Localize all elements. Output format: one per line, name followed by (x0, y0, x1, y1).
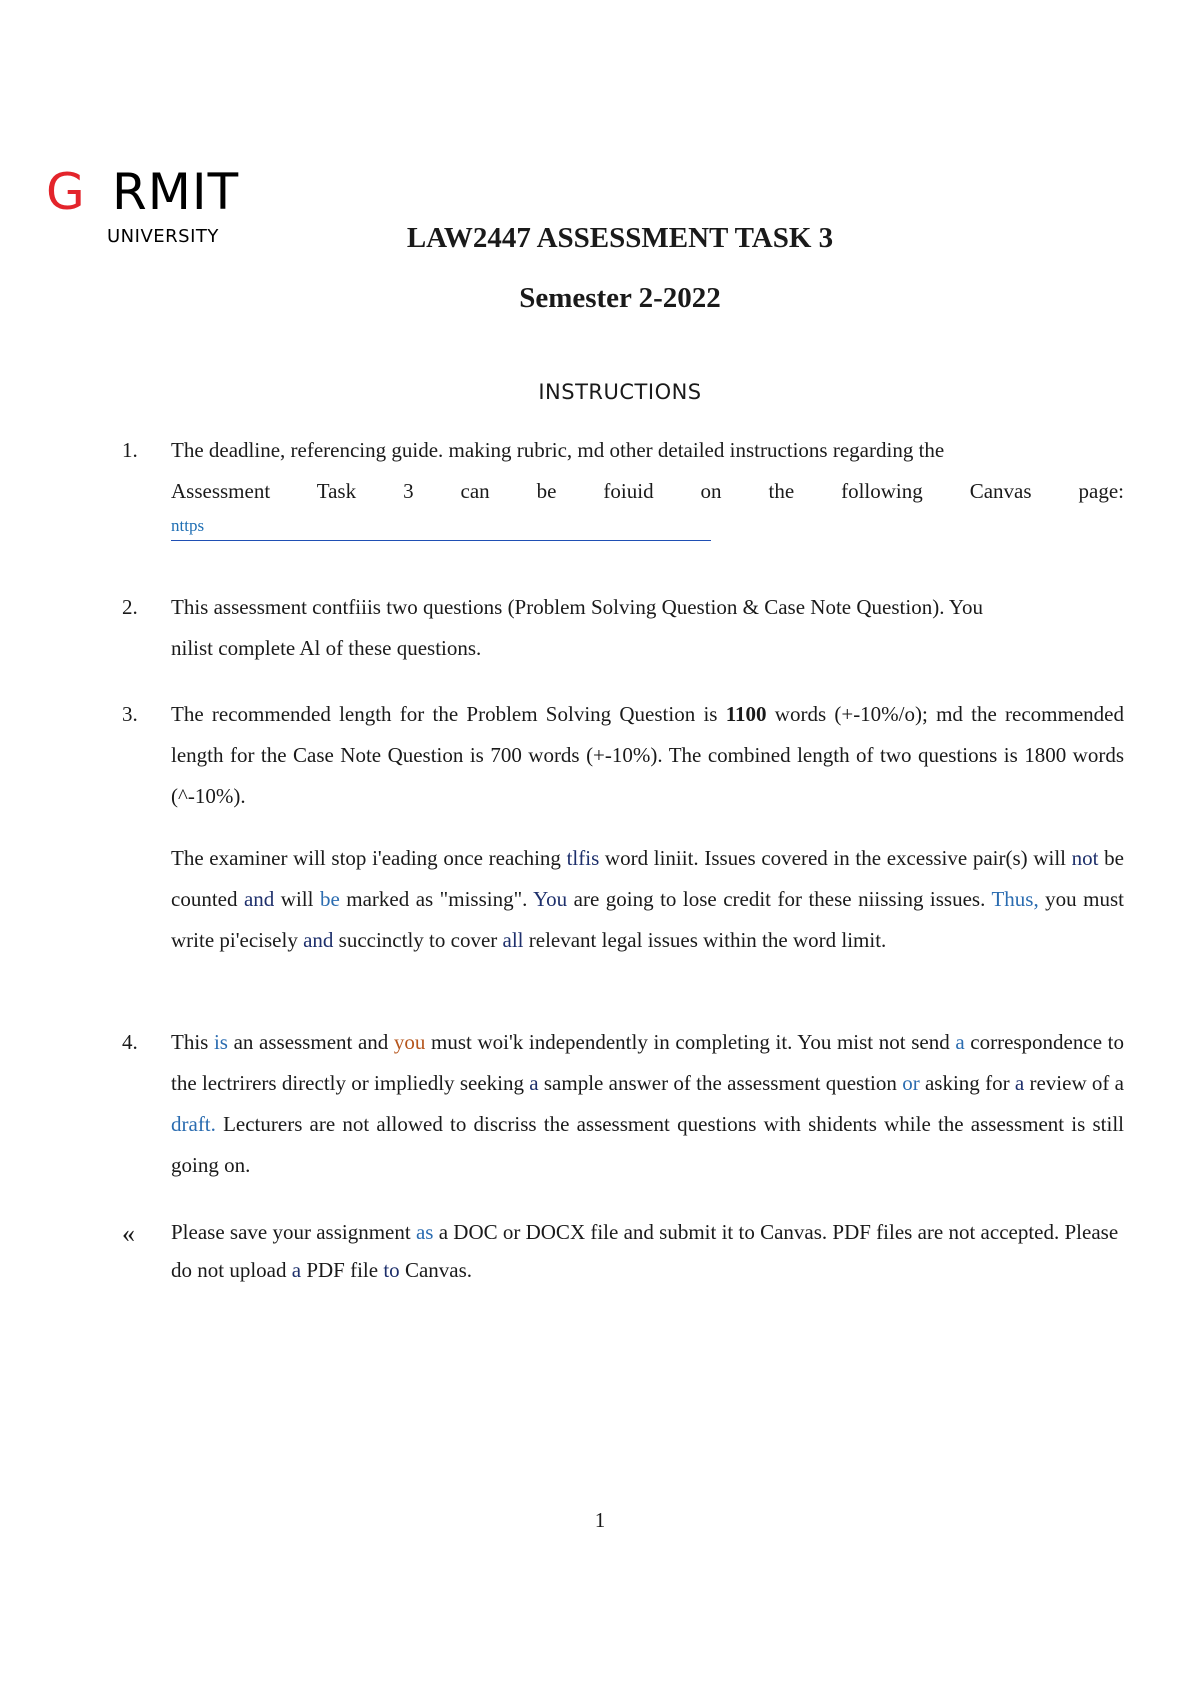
text-run: and (303, 928, 334, 952)
text-run: Lecturers are not allowed to discriss the assessment questions with shidents while the assessment is still going on. (171, 1112, 1124, 1177)
item-paragraph (171, 838, 1124, 961)
text-run: You (533, 887, 568, 911)
text-run: draft. (171, 1112, 216, 1136)
logo-subtitle: UNIVERSITY (107, 226, 219, 247)
item-number: 1. (122, 438, 138, 462)
text-run: word liniit. Issues covered in the excessive pair(s) will (599, 846, 1072, 870)
text-run: a (955, 1030, 965, 1054)
text-run: The recommended length for the Problem Solving Question is (171, 702, 726, 726)
item-text (171, 1213, 1124, 1289)
text-run: Thus, (991, 887, 1039, 911)
text-run: correspondence to the lectrirers directly or impliedly seeking (171, 1030, 1124, 1095)
text-run: The examiner will stop i'eading once reaching (171, 846, 567, 870)
instruction-item-2 (122, 587, 1124, 669)
text-run: will (274, 887, 320, 911)
text-run: you (393, 1030, 426, 1054)
text-run: PDF file (301, 1258, 384, 1282)
instructions-heading: INSTRUCTIONS (538, 380, 702, 404)
semester-heading: Semester 2-2022 (519, 282, 721, 314)
item-text (171, 1022, 1124, 1186)
text-run: as (415, 1220, 434, 1244)
text-run: is (213, 1030, 228, 1054)
text-run: words (+-10%/o); md the recommended length for the Case Note Question is 700 words (+-10%). The combined length of two questions is 1800 words (^-10%). (171, 702, 1124, 808)
canvas-page-link[interactable]: nttps (171, 512, 711, 541)
instruction-item-3 (122, 694, 1124, 961)
page-number: 1 (594, 1508, 606, 1532)
text-run: sample answer of the assessment question (538, 1071, 903, 1095)
text-run: tlfis (566, 846, 600, 870)
text-run: relevant legal issues within the word limit. (523, 928, 887, 952)
text-run: review of a (1024, 1071, 1124, 1095)
item-text (171, 587, 1124, 669)
document-title: LAW2447 ASSESSMENT TASK 3 (406, 222, 834, 254)
instruction-item-1 (122, 430, 1124, 541)
text-run: not (1071, 846, 1099, 870)
item-number: 3. (122, 702, 138, 726)
text-run: a (1014, 1071, 1025, 1095)
item-line: The deadline, referencing guide. making rubric, md other detailed instructions regarding the (171, 438, 945, 462)
text-run: marked as "missing". (339, 887, 534, 911)
text-run: be (319, 887, 340, 911)
text-run: a (529, 1071, 539, 1095)
text-run: all (502, 928, 524, 952)
text-run: succinctly to cover (333, 928, 503, 952)
item-bullet: « (122, 1219, 135, 1248)
item-text (171, 694, 1124, 961)
text-run: Please save your assignment (171, 1220, 416, 1244)
text-run: asking for (919, 1071, 1015, 1095)
text-run: must woi'k independently in completing it. You mist not send (425, 1030, 956, 1054)
text-run: a DOC or DOCX file and submit it to Canvas. PDF files are not accepted. Please do not upload (171, 1220, 1119, 1282)
item-number: 2. (122, 595, 138, 619)
text-run: be counted (171, 846, 1124, 911)
logo-mark: G (46, 163, 85, 221)
text-run: Canvas. (399, 1258, 473, 1282)
text-run: or (902, 1071, 920, 1095)
text-run: to (383, 1258, 400, 1282)
text-run: are going to lose credit for these niissing issues. (567, 887, 992, 911)
item-text (171, 430, 1124, 541)
rmit-logo (46, 162, 266, 252)
item-paragraph (171, 694, 1124, 817)
item-number: 4. (122, 1030, 138, 1054)
text-run: and (243, 887, 275, 911)
item-paragraph (171, 1213, 1124, 1289)
item-paragraph (171, 1022, 1124, 1186)
item-line: nilist complete Al of these questions. (171, 636, 482, 660)
text-run: you must write pi'ecisely (171, 887, 1125, 952)
instruction-item-5 (122, 1213, 1124, 1289)
item-line: This assessment contfiiis two questions (Problem Solving Question & Case Note Question). You (171, 595, 983, 619)
instruction-item-4 (122, 1022, 1124, 1186)
text-run: This (171, 1030, 214, 1054)
item-line: Assessment Task 3 can be foiuid on the following Canvas page: (171, 479, 1124, 503)
logo-name: RMIT (112, 163, 240, 221)
text-run: an assessment and (227, 1030, 394, 1054)
text-run: a (291, 1258, 302, 1282)
word-count-bold: 1100 (725, 702, 767, 726)
